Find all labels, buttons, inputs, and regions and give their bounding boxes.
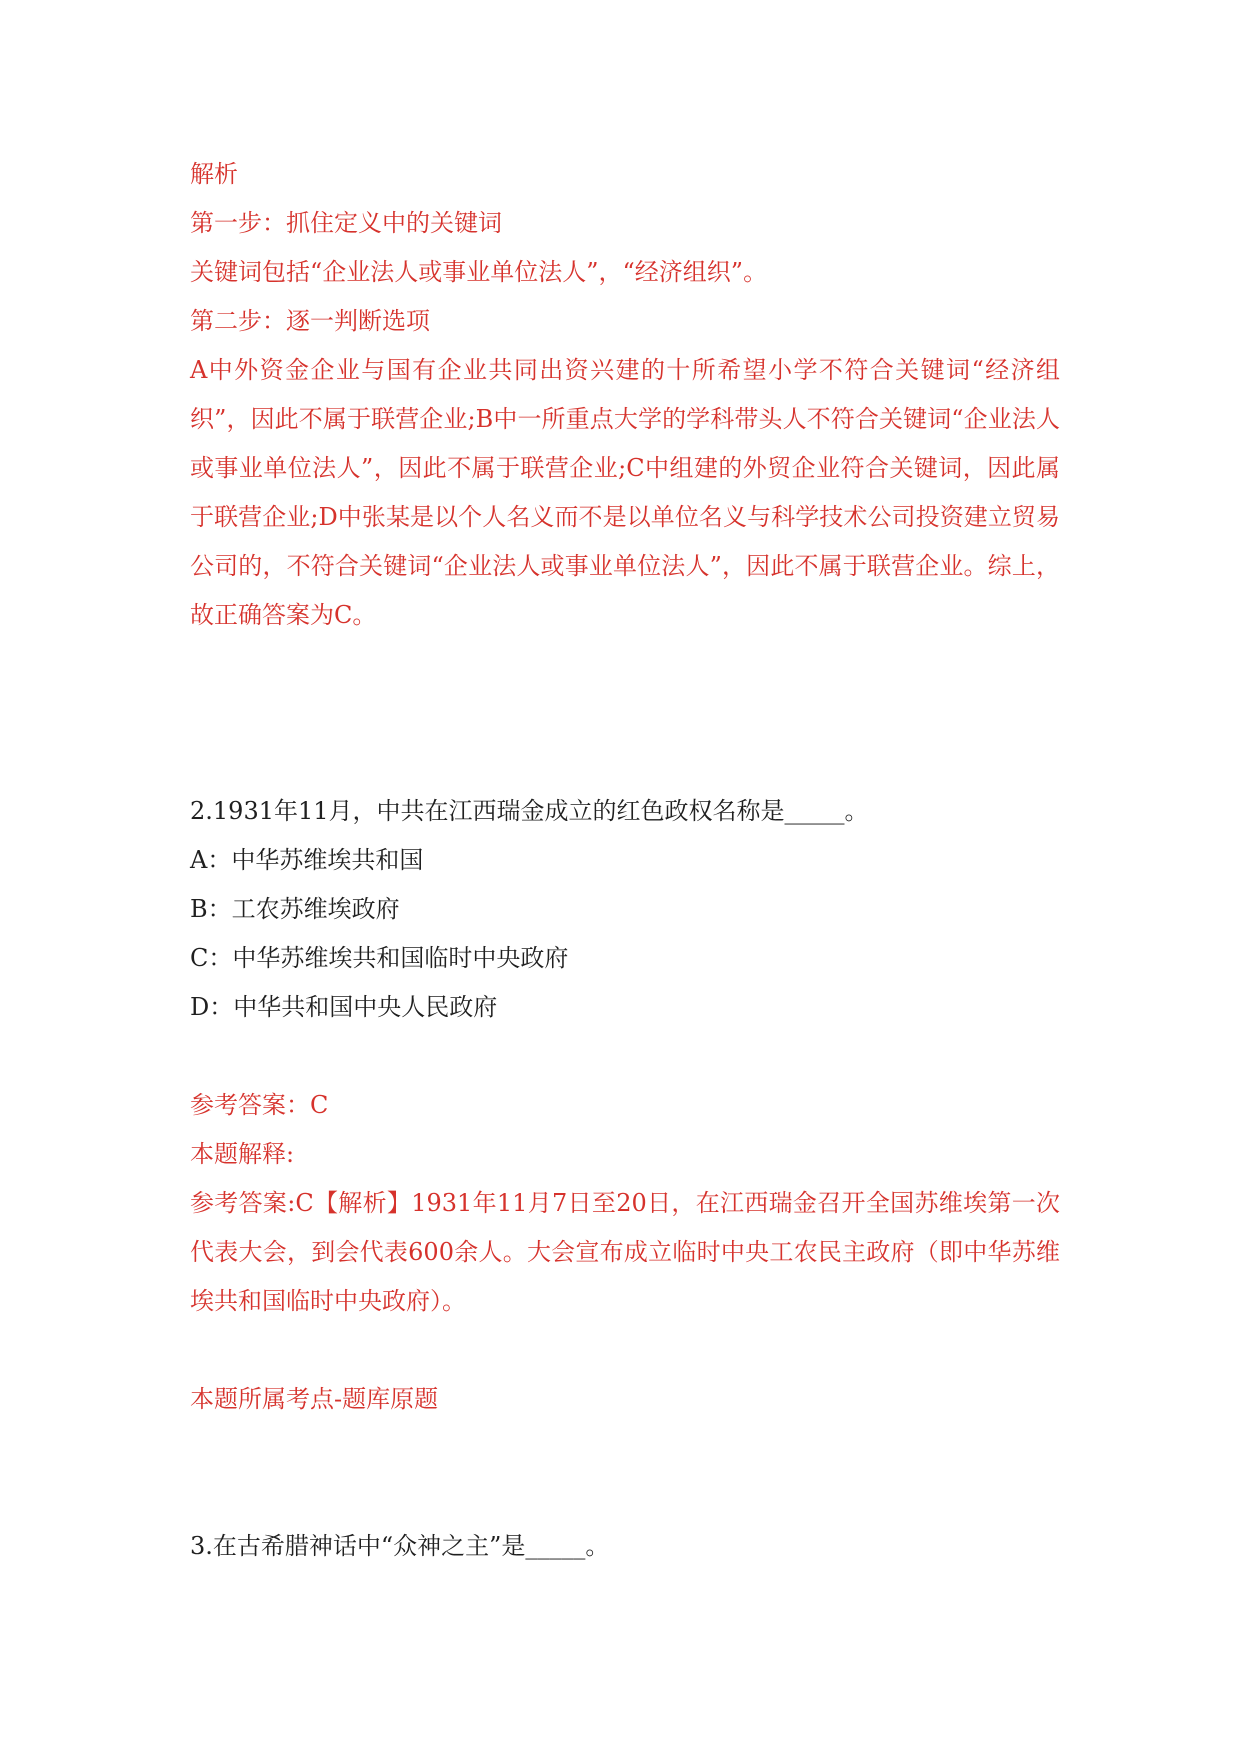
question2-option-d: D：中华共和国中央人民政府: [190, 993, 498, 1021]
question2-option-b: B：工农苏维埃政府: [190, 895, 400, 923]
page-content: [190, 150, 1060, 1571]
question2-explanation-label: 本题解释:: [190, 1140, 295, 1168]
step1-heading: 第一步：抓住定义中的关键词: [190, 209, 502, 237]
question2-answer: 参考答案：C: [190, 1091, 329, 1119]
question2-option-c: C：中华苏维埃共和国临时中央政府: [190, 944, 569, 972]
question2-stem: 2.1931年11月，中共在江西瑞金成立的红色政权名称是_____。: [190, 797, 869, 825]
step2-heading: 第二步：逐一判断选项: [190, 307, 430, 335]
explanation-title: 解析: [190, 160, 238, 188]
question2-knowledge-point: 本题所属考点-题库原题: [190, 1385, 439, 1413]
question2-option-a: A：中华苏维埃共和国: [190, 846, 424, 874]
step2-text: A中外资金企业与国有企业共同出资兴建的十所希望小学不符合关键词“经济组织”，因此不属于联营企业;B中一所重点大学的学科带头人不符合关键词“企业法人或事业单位法人”，因此不属于联营企业;C中组建的外贸企业符合关键词，因此属于联营企业;D中张某是以个人名义而不是以单位名义与科学技术公司投资建立贸易公司的，不符合关键词“企业法人或事业单位法人”，因此不属于联营企业。综上，故正确答案为C。: [190, 356, 1060, 629]
question2-explanation-text: 参考答案:C【解析】1931年11月7日至20日，在江西瑞金召开全国苏维埃第一次代表大会，到会代表600余人。大会宣布成立临时中央工农民主政府（即中华苏维埃共和国临时中央政府）。: [190, 1189, 1060, 1315]
question3-stem: 3.在古希腊神话中“众神之主”是_____。: [190, 1532, 610, 1560]
step1-text: 关键词包括“企业法人或事业单位法人”，“经济组织”。: [190, 258, 768, 286]
